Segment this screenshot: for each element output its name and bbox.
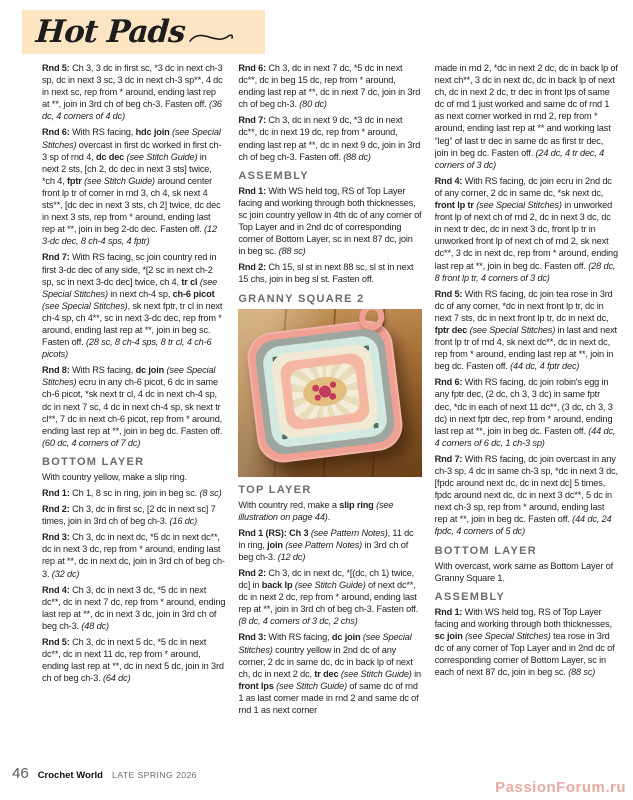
pattern-paragraph: Rnd 8: With RS facing, dc join (see Special Stitches) ecru in any ch-6 picot, 6 dc in same ch-6 picot, *sk next tr cl, 4 dc in next ch-4 sp, dc in next 7 sc, 4 dc in next ch-4 sp, sk next tr cl**, 7 dc in next ch-6 picot, rep from * around, ending last rep at **, join in beg dc. Fasten off. (60 dc, 4 corners of 7 dc) <box>42 365 223 448</box>
pad-round-inner <box>289 362 361 421</box>
pattern-paragraph: Rnd 4: Ch 3, dc in next 3 dc, *5 dc in next dc**, dc in next 7 dc, rep from * around, ending last rep at **, dc in next 3 dc, join in 3rd ch of beg ch-3. (48 dc) <box>42 584 226 631</box>
section-heading: ASSEMBLY <box>434 590 506 603</box>
pattern-paragraph: Rnd 7: With RS facing, sc join country red in first 3-dc dec of any side, *[2 sc in next ch-2 sp, sc in next 3-dc dec] twice, ch 4, tr cl (see Special Stitches) in next ch-4 sp, ch-6 picot (see Special Stitches), sk next fptr, tr cl in next ch-4 sp, ch 4**, sc in next 3-dc dec, rep from * around, ending last rep at **, join in beg sc. Fasten off. (28 sc, 8 ch-4 sps, 8 tr cl, 4 ch-6 picots) <box>42 252 223 360</box>
magazine-title: Crochet World <box>37 770 103 781</box>
content-columns <box>42 62 618 762</box>
pattern-paragraph: Rnd 1: With WS held tog, RS of Top Layer facing and working through both thicknesses, sc join (see Special Stitches) tea rose in 3rd dc of any corner of Top Layer and in 2nd dc of corresponding corner of Bottom Layer, sc in each of next 87 dc, join in beg sc. (88 sc) <box>434 606 615 678</box>
page-title: Hot Pads <box>34 14 187 50</box>
flourish-icon <box>189 29 235 49</box>
pattern-paragraph: With country red, make a slip ring (see illustration on page 44). <box>238 499 394 522</box>
pattern-paragraph: Rnd 6: Ch 3, dc in next 7 dc, *5 dc in next dc**, dc in beg 15 dc, rep from * around, ending last rep at **, dc in next 7 dc, join in 3rd ch of beg ch-3. (80 dc) <box>238 63 421 110</box>
pattern-paragraph: With overcast, work same as Bottom Layer of Granny Square 1. <box>434 560 614 583</box>
pad-center-flower <box>302 374 349 408</box>
pattern-paragraph: Rnd 2: Ch 3, dc in first sc, [2 dc in next sc] 7 times, join in 3rd ch of beg ch-3. (16 dc) <box>42 504 216 527</box>
pattern-paragraph: Rnd 7: Ch 3, dc in next 9 dc, *3 dc in next dc**, dc in next 19 dc, rep from * around, ending last rep at **, dc in next 9 dc, join in 3rd ch of beg ch-3. Fasten off. (88 dc) <box>238 115 421 162</box>
text-column <box>42 62 225 762</box>
pattern-paragraph: Rnd 1 (RS): Ch 3 (see Pattern Notes), 11 dc in ring, join (see Pattern Notes) in 3rd ch of beg ch-3. (12 dc) <box>238 527 414 562</box>
pattern-paragraph: Rnd 1: With WS held tog, RS of Top Layer facing and working through both thicknesses, sc join country yellow in 4th dc of any corner of Top Layer and in 2nd dc of corresponding corner of Bottom Layer, sc in next 87 dc, join in beg sc. (88 sc) <box>238 185 422 257</box>
section-heading: ASSEMBLY <box>238 169 309 182</box>
page-number: 46 <box>12 765 29 782</box>
pattern-paragraph: Rnd 4: With RS facing, dc join ecru in 2nd dc of any corner, 2 dc in same dc, *sk next dc, front lp tr (see Special Stitches) in unworked front lp of next ch of rnd 2, dc in next 3 dc, dc in next tr dec, dc in next 3 dc, front lp tr in unworked front lp of next ch of rnd 2, sk next dc**, 3 dc in next dc, rep from * around, ending last rep at **, join in beg dc. Fasten off. (28 dc, 8 front lp tr, 4 corners of 3 dc) <box>434 175 618 283</box>
issue-label: LATE SPRING 2026 <box>111 770 197 780</box>
pattern-paragraph: Rnd 5: Ch 3, 3 dc in first sc, *3 dc in next ch-3 sp, dc in next 3 sc, 3 dc in next ch-3 sp**, 4 dc in next sc, rep from * around, ending last rep at **, join in 3rd ch of beg ch-3. Fasten off. (36 dc, 4 corners of 4 dc) <box>42 63 223 122</box>
pattern-paragraph: made in rnd 2, *dc in next 2 dc, dc in back lp of next ch**, 3 dc in next dc, dc in back lp of next ch, dc in next 2 dc, tr dec in front lps of same dc of rnd 1 just worked and same dc of rnd 1 as next corner worked in rnd 2, rep from * around, ending last rep at ** and working last “leg” of last tr dec in same dc as first tr dec, join in beg dc. Fasten off. (24 dc, 4 tr dec, 4 corners of 3 dc) <box>434 63 618 170</box>
section-heading: BOTTOM LAYER <box>42 455 145 468</box>
pattern-paragraph: With country yellow, make a slip ring. <box>42 471 187 482</box>
pattern-paragraph: Rnd 3: Ch 3, dc in next dc, *5 dc in next dc**, dc in next 3 dc, rep from * around, ending last rep at **, dc in next dc, join in 3rd ch of beg ch-3. (32 dc) <box>42 532 225 579</box>
pattern-paragraph: Rnd 7: With RS facing, dc join overcast in any ch-3 sp, 4 dc in same ch-3 sp, *dc in next 3 dc, [fpdc around next dc, dc in next dc] 5 times, fpdc around next dc, dc in next 3 dc**, 5 dc in next ch-3 sp, rep from * around, ending last rep at **, join in beg dc. Fasten off. (44 dc, 24 fpdc, 4 corners of 5 dc) <box>434 453 618 537</box>
pattern-paragraph: Rnd 5: Ch 3, dc in next 5 dc, *5 dc in next dc**, dc in next 11 dc, rep from * around, ending last rep at **, dc in next 5 dc, join in 3rd ch of beg ch-3. (64 dc) <box>42 637 224 684</box>
page-title-band <box>22 10 265 54</box>
text-column <box>238 62 421 762</box>
pattern-paragraph: Rnd 6: With RS facing, dc join robin's egg in any fptr dec, (2 dc, ch 3, 3 dc) in same fptr dec, *dc in each of next 11 dc**, (3 dc, ch 3, 3 dc) in next fptr dec, rep from * around, ending last rep at **, join in beg dc. Fasten off. (44 dc, 4 corners of 6 dc, 1 ch-3 sp) <box>434 377 616 448</box>
pattern-paragraph: Rnd 2: Ch 15, sl st in next 88 sc, sl st in next 15 chs, join in beg sl st. Fasten off. <box>238 262 414 285</box>
pattern-paragraph: Rnd 1: Ch 1, 8 sc in ring, join in beg sc. (8 sc) <box>42 488 222 498</box>
pattern-paragraph: Rnd 2: Ch 3, dc in next dc, *[(dc, ch 1) twice, dc] in back lp (see Stitch Guide) of next dc**, dc in next 2 dc, rep from * around, ending last rep at **, join in 3rd ch of beg ch-3. Fasten off. (8 dc, 4 corners of 3 dc, 2 chs) <box>238 567 419 627</box>
text-column <box>435 62 618 762</box>
pattern-paragraph: Rnd 5: With RS facing, dc join tea rose in 3rd dc of any corner, *dc in next front lp tr, dc in next 7 sts, dc in next front lp tr, dc in next dc, fptr dec (see Special Stitches) in last and next front lp tr of rnd 4, sk next dc**, dc in next dc, rep from * around, ending last rep at **, join in beg dc. Fasten off. (44 dc, 4 fptr dec) <box>434 288 617 372</box>
section-heading: BOTTOM LAYER <box>434 544 538 557</box>
granny-square-photo <box>238 309 421 477</box>
page-footer <box>12 765 197 782</box>
pattern-paragraph: Rnd 3: With RS facing, dc join (see Special Stitches) country yellow in 2nd dc of any corner, 2 dc in same dc, dc in back lp of next ch, dc in next 2 dc, tr dec (see Stitch Guide) in front lps (see Stitch Guide) of same dc of rnd 1 as last corner made in rnd 2 and same dc of rnd 1 as next corner <box>238 632 421 715</box>
section-heading: TOP LAYER <box>238 483 312 496</box>
section-heading: GRANNY SQUARE 2 <box>238 292 365 305</box>
watermark: PassionForum.ru <box>495 779 626 796</box>
pattern-paragraph: Rnd 6: With RS facing, hdc join (see Special Stitches) overcast in first dc worked in first ch-3 sp of rnd 4, dc dec (see Stitch Guide) in next 2 sts, [ch 2, dc dec in next 3 sts] twice, *ch 4, fptr (see Stitch Guide) around center front lp tr of corner in rnd 3, ch 4, sk next 4 sts**, [dc dec in next 3 sts, ch 2] twice, dc dec in next 3 sts, rep from * around, ending last rep at **, join in beg 2-dc dec. Fasten off. (12 3-dc dec, 8 ch-4 sps, 4 fptr) <box>42 127 222 247</box>
hot-pad <box>245 317 406 465</box>
